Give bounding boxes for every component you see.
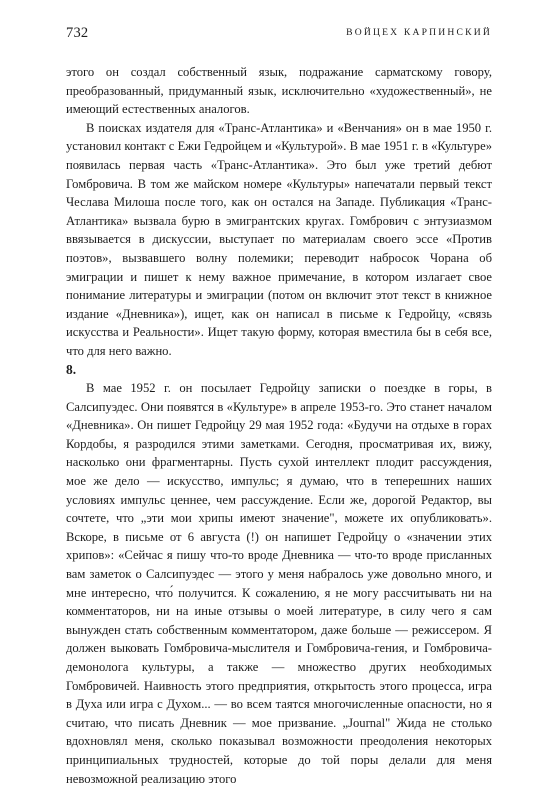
paragraph-continued: этого он создал собственный язык, подражание сарматскому говору, преобразованный, придуманный язык, исключительно «художественный», не имеющий естественных аналогов. <box>66 65 492 117</box>
section-number: 8. <box>66 361 77 377</box>
running-head: ВОЙЦЕХ КАРПИНСКИЙ <box>346 27 492 38</box>
page-number: 732 <box>66 25 89 41</box>
page-header <box>66 25 492 43</box>
page-body <box>66 63 492 788</box>
paragraph: В поисках издателя для «Транс-Атлантика» и «Венчания» он в мае 1950 г. установил контакт с Ежи Гедройцем и «Культурой». В мае 1951 г. в «Культуре» появилась первая часть «Транс-Атлантика». Это был уже третий дебют Гомбровича. В том же майском номере «Культуры» напечатали первый текст Чеслава Милоша после того, как он остался на Западе. Публикация «Транс-Атлантика» вызвала бурю в эмигрантских кругах. Гомбрович с энтузиазмом ввязывается в дискуссии, выступает по материалам своего эссе «Против поэтов», вызвавшего волну полемики; переводит набросок Чорана об эмиграции и пишет к нему важное примечание, в котором излагает свое понимание литературы и эмиграции (потом он включит этот текст в книжное издание «Дневника»), ищет, как он написал в письме к Гедройцу, «связь искусства и Реальности». Ищет такую форму, которая вместила бы в себя все, что для него важно. <box>66 120 492 358</box>
paragraph: В мае 1952 г. он посылает Гедройцу записки о поездке в горы, в Салсипуэдес. Они появятся в «Культуре» в апреле 1953-го. Это станет началом «Дневника». Он пишет Гедройцу 29 мая 1952 года: «Будучи на отдыхе в горах Кордобы, я разродился этими заметками. Сегодня, просматривая их, вижу, насколько они фрагментарны. Пусть сухой интеллект плодит рассуждения, мое же дело — искусство, импульс; я думаю, что в теперешних наших условиях импульс ценнее, чем рассуждение. Если же, дорогой Редактор, вы сочтете, что „эти мои хрипы имеют значение", можете их опубликовать». Вскоре, в письме от 6 августа (!) он напишет Гедройцу о «значении этих хрипов»: «Сейчас я пишу что-то вроде Дневника — что-то вроде присланных вам заметок о Салсипуэдес — этого у меня набралось уже довольно много, и мне интересно, что́ получится. К сожалению, я не могу рассчитывать ни на комментаторов, ни на иные отзывы о моей литературе, в силу чего я сам вынужден стать собственным комментатором, даже больше — режиссером. Я должен выковать Гомбровича-мыслителя и Гомбровича-гения, и Гомбровича-демонолога культуры, а также — множество других необходимых Гомбровичей. Наивность этого предприятия, открытость этого процесса, игра в Духа или игра с Духом... — во всем таятся многочисленные опасности, но я считаю, что писать Дневник — мое призвание. „Journal" Жида не столько вдохновлял меня, сколько показывал возможности преодоления некоторых принципиальных трудностей, которые до той поры делали для меня невозможной реализацию этого <box>66 381 492 786</box>
